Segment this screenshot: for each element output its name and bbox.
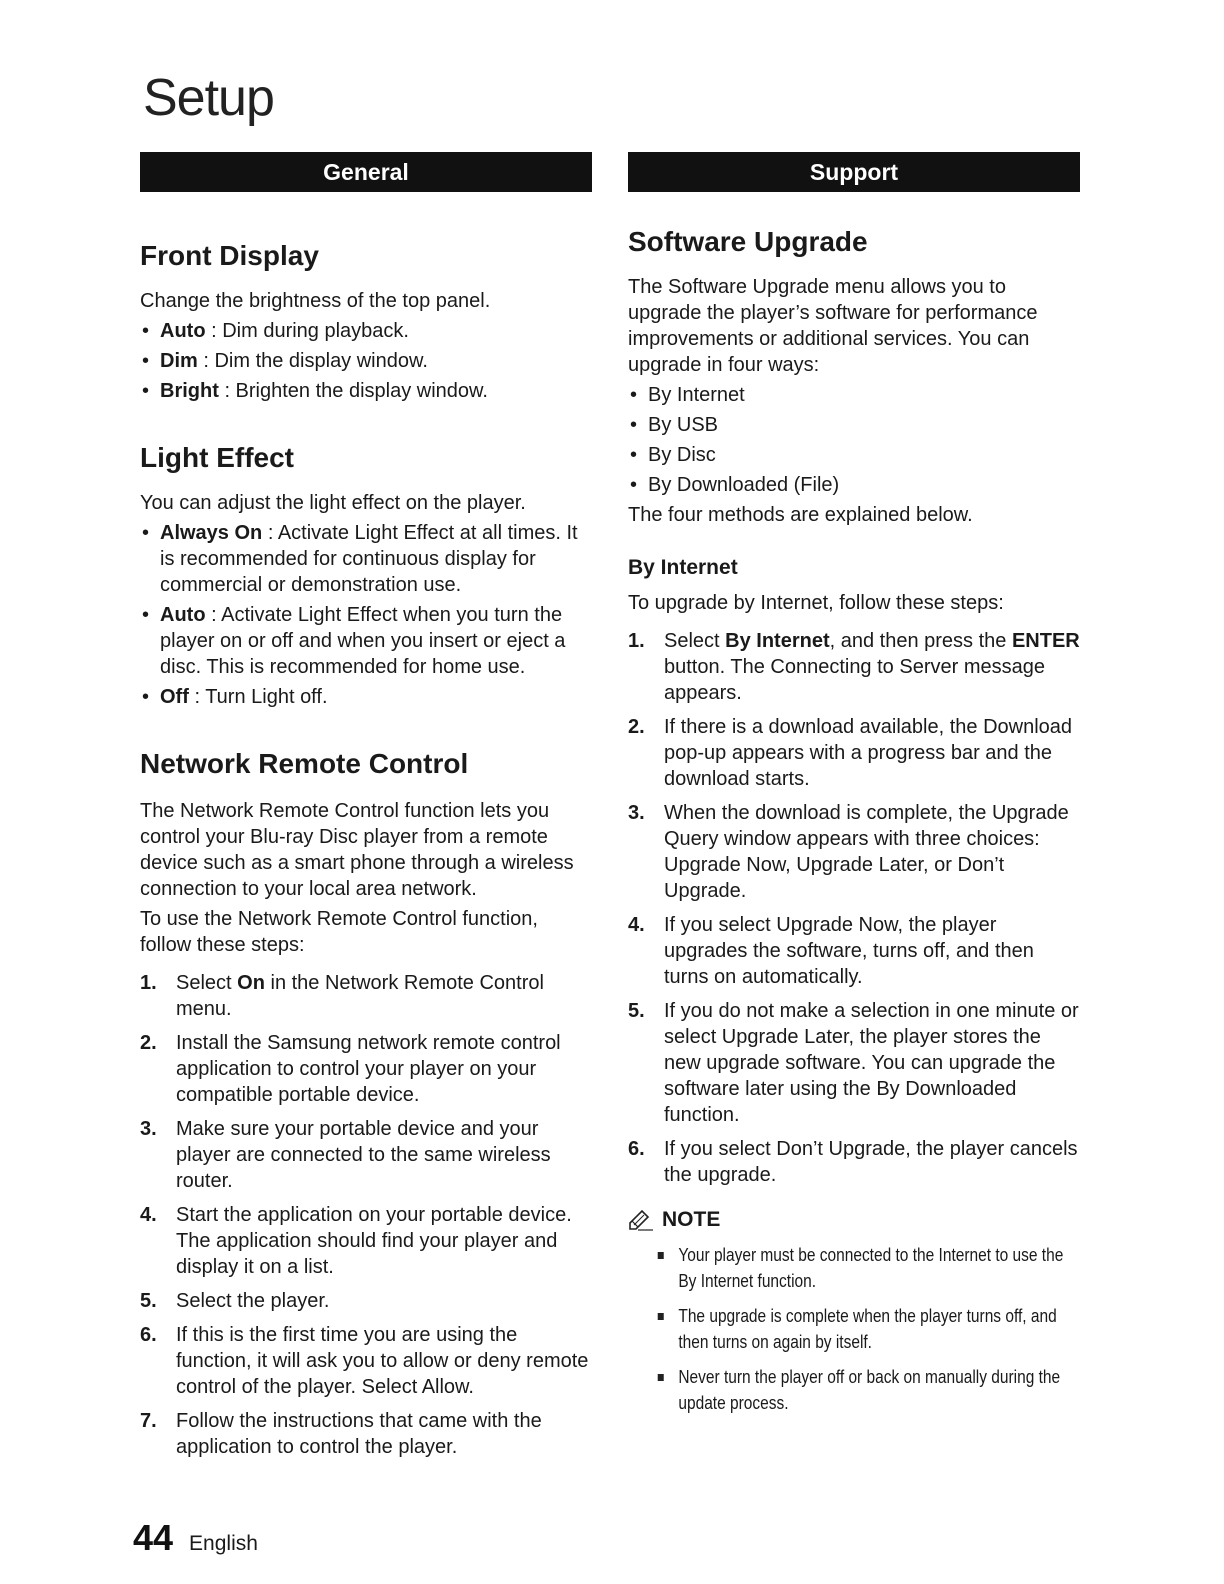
light-effect-heading: Light Effect [140,442,294,473]
network-remote-heading: Network Remote Control [140,748,469,779]
page-footer [133,1517,258,1559]
list-item: 1. Select On in the Network Remote Control menu. [140,972,544,1020]
list-item: • By USB [630,414,719,436]
page-number: 44 [133,1517,174,1558]
list-item: • Auto : Dim during playback. [142,320,409,342]
list-item: • Bright : Brighten the display window. [142,380,488,402]
by-internet-heading: By Internet [628,556,738,579]
list-item: 2. Install the Samsung network remote control application to control your player on your compatible portable device. [140,1032,561,1106]
list-item: • Auto : Activate Light Effect when you turn the player on or off and when you insert or eject a disc. This is recommended for home use. [142,604,566,678]
support-banner: Support [628,152,1080,192]
list-item: 2. If there is a download available, the Download pop-up appears with a progress bar and the download starts. [628,716,1073,790]
list-item: • By Downloaded (File) [630,474,840,496]
software-upgrade-intro: The Software Upgrade menu allows you to upgrade the player’s software for performance improvements or additional services. You can upgrade in four ways: [628,276,1038,376]
right-column [628,152,1080,1425]
light-effect-list [140,520,592,710]
front-display-heading: Front Display [140,240,319,271]
list-item: • Always On : Activate Light Effect at all times. It is recommended for continuous display for commercial or demonstration use. [142,522,578,596]
network-remote-para1: The Network Remote Control function lets you control your Blu-ray Disc player from a remote device such as a smart phone through a wireless connection to your local area network. [140,800,574,900]
light-effect-intro: You can adjust the light effect on the player. [140,492,526,514]
software-upgrade-outro: The four methods are explained below. [628,504,973,526]
list-item: 5. Select the player. [140,1290,330,1312]
list-item: 6. If you select Don’t Upgrade, the player cancels the upgrade. [628,1138,1078,1186]
list-item: 6. If this is the first time you are using the function, it will ask you to allow or deny remote control of the player. Select Allow. [140,1324,589,1398]
language-label: English [189,1532,258,1555]
upgrade-ways-list [628,382,1080,498]
network-remote-para2: To use the Network Remote Control function, follow these steps: [140,908,538,956]
pencil-note-icon [628,1209,654,1231]
network-remote-steps [140,970,592,1460]
list-item: • Off : Turn Light off. [142,686,328,708]
page-title: Setup [143,69,274,127]
list-item: 4. If you select Upgrade Now, the player upgrades the software, turns off, and then turns on automatically. [628,914,1034,988]
front-display-list [140,318,592,404]
list-item: 1. Select By Internet, and then press the ENTER button. The Connecting to Server message appears. [628,630,1080,704]
list-item: • By Internet [630,384,745,406]
front-display-intro: Change the brightness of the top panel. [140,290,491,312]
note-list [628,1242,1080,1416]
list-item: The upgrade is complete when the player turns off, and then turns on again by itself. [656,1303,1065,1355]
list-item: • Dim : Dim the display window. [142,350,428,372]
list-item: 3. Make sure your portable device and your player are connected to the same wireless router. [140,1118,551,1192]
list-item: 4. Start the application on your portable device. The application should find your player and display it on a list. [140,1204,572,1278]
list-item: 3. When the download is complete, the Upgrade Query window appears with three choices: Upgrade Now, Upgrade Later, or Don’t Upgrade. [628,802,1069,902]
list-item: Your player must be connected to the Internet to use the By Internet function. [656,1242,1065,1294]
general-banner: General [140,152,592,192]
list-item: Never turn the player off or back on manually during the update process. [656,1364,1065,1416]
by-internet-intro: To upgrade by Internet, follow these steps: [628,592,1004,614]
software-upgrade-heading: Software Upgrade [628,226,868,257]
list-item: 5. If you do not make a selection in one minute or select Upgrade Later, the player stores the new upgrade software. You can upgrade the software later using the By Downloaded function. [628,1000,1079,1126]
left-column [140,152,592,1468]
note-heading: NOTE [628,1208,1080,1232]
list-item: 7. Follow the instructions that came with the application to control the player. [140,1410,542,1458]
list-item: • By Disc [630,444,716,466]
by-internet-steps [628,628,1080,1188]
